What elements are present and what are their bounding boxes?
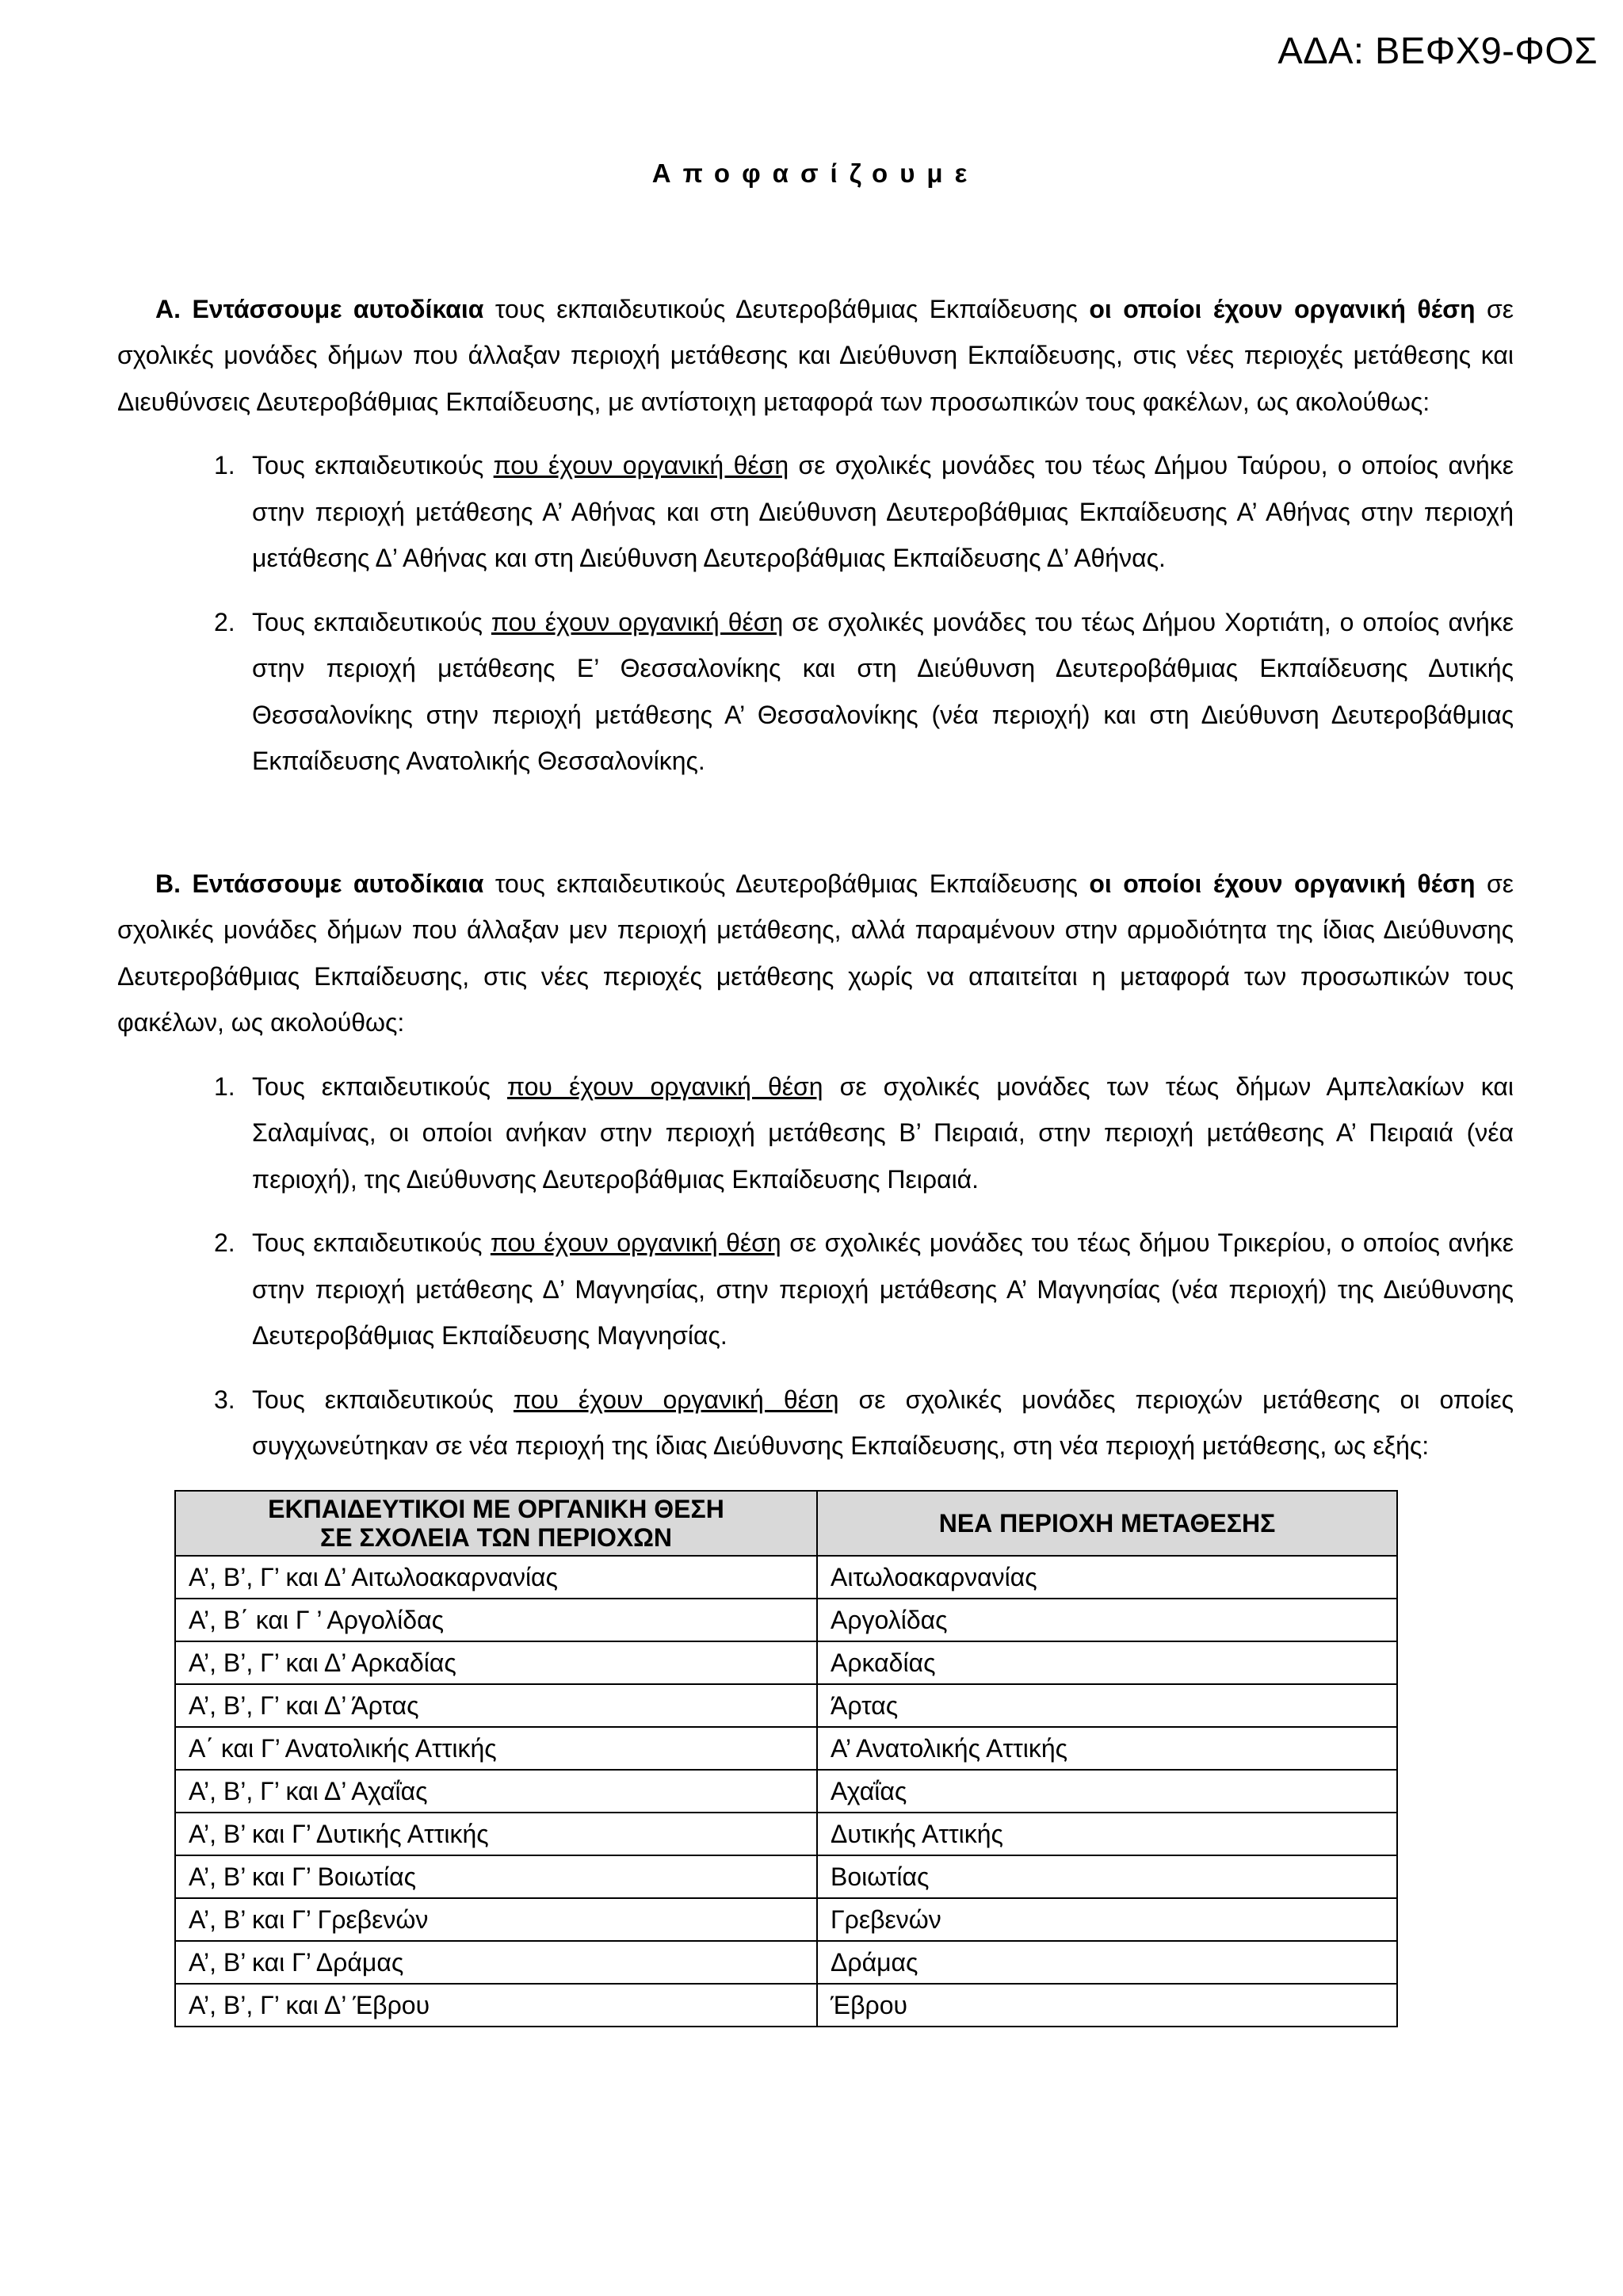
item-text-underline: που έχουν οργανική θέση: [513, 1385, 839, 1414]
item-text-underline: που έχουν οργανική θέση: [493, 451, 789, 479]
section-a-list: [117, 442, 1514, 785]
table-row: [175, 1770, 1397, 1813]
list-item: [214, 442, 1514, 582]
cell-to: Άρτας: [817, 1684, 1397, 1727]
item-text-underline: που έχουν οργανική θέση: [490, 1228, 781, 1257]
list-item: [214, 1064, 1514, 1203]
item-text-post: σε σχολικές μονάδες των τέως δήμων Αμπελακίων και Σαλαμίνας, οι οποίοι ανήκαν στην περιοχή μετάθεσης Β’ Πειραιά, στην περιοχή μετάθεσης Α’ Πειραιά (νέα περιοχή), της Διεύθυνσης Δευτεροβάθμιας Εκπαίδευσης Πειραιά.: [252, 1072, 1514, 1194]
section-b-text-1: τους εκπαιδευτικούς Δευτεροβάθμιας Εκπαίδευσης: [483, 869, 1090, 898]
item-number: 2.: [214, 607, 235, 636]
table-row: [175, 1855, 1397, 1898]
item-number: 1.: [214, 1072, 235, 1101]
decision-heading: Αποφασίζουμε: [651, 159, 980, 188]
document-body: [117, 151, 1514, 2027]
table-row: [175, 1941, 1397, 1984]
table-header-row: [175, 1491, 1397, 1556]
item-number: 2.: [214, 1228, 235, 1257]
section-a-paragraph: [117, 286, 1514, 426]
cell-to: Γρεβενών: [817, 1898, 1397, 1941]
table-row: [175, 1684, 1397, 1727]
table-body: [175, 1556, 1397, 2027]
table-row: [175, 1556, 1397, 1599]
table-row: [175, 1641, 1397, 1684]
item-text-post: σε σχολικές μονάδες του τέως δήμου Τρικερίου, ο οποίος ανήκε στην περιοχή μετάθεσης Δ’ Μαγνησίας, στην περιοχή μετάθεσης Α’ Μαγνησίας (νέα περιοχή) της Διεύθυνσης Δευτεροβάθμιας Εκπαίδευσης Μαγνησίας.: [252, 1228, 1514, 1350]
section-b-paragraph: [117, 861, 1514, 1046]
cell-from: Α’, Β’, Γ’ και Δ’ Αιτωλοακαρνανίας: [175, 1556, 817, 1599]
item-text-post: σε σχολικές μονάδες περιοχών μετάθεσης οι οποίες συγχωνεύτηκαν σε νέα περιοχή της ίδιας Διεύθυνσης Εκπαίδευσης, στη νέα περιοχή μετάθεσης, ως εξής:: [252, 1385, 1514, 1460]
item-number: 3.: [214, 1385, 235, 1414]
item-text-pre: Τους εκπαιδευτικούς: [252, 1385, 514, 1414]
list-item: [214, 599, 1514, 785]
item-text-pre: Τους εκπαιδευτικούς: [252, 1228, 491, 1257]
cell-from: Α’, Β’, Γ’ και Δ’ Άρτας: [175, 1684, 817, 1727]
regions-table: [174, 1490, 1398, 2027]
header-current-regions: [175, 1491, 817, 1556]
table-row: [175, 1813, 1397, 1855]
item-text-post: σε σχολικές μονάδες του τέως Δήμου Χορτιάτη, ο οποίος ανήκε στην περιοχή μετάθεσης Ε’ Θεσσαλονίκης και στη Διεύθυνση Δευτεροβάθμιας Εκπαίδευσης Δυτικής Θεσσαλονίκης στην περιοχή μετάθεσης Α’ Θεσσαλονίκης (νέα περιοχή) και στη Διεύθυνση Δευτεροβάθμιας Εκπαίδευσης Ανατολικής Θεσσαλονίκης.: [252, 607, 1514, 775]
section-b-lead: Β. Εντάσσουμε αυτοδίκαια: [155, 869, 484, 898]
cell-to: Δυτικής Αττικής: [817, 1813, 1397, 1855]
cell-to: Αχαΐας: [817, 1770, 1397, 1813]
item-text-pre: Τους εκπαιδευτικούς: [252, 451, 494, 479]
item-text-pre: Τους εκπαιδευτικούς: [252, 607, 491, 636]
cell-from: Α’, Β΄ και Γ ’ Αργολίδας: [175, 1599, 817, 1641]
section-b-bold-2: οι οποίοι έχουν οργανική θέση: [1089, 869, 1476, 898]
header-line-1: ΕΚΠΑΙΔΕΥΤΙΚΟΙ ΜΕ ΟΡΓΑΝΙΚΗ ΘΕΣΗ: [268, 1494, 724, 1523]
section-a-text-1: τους εκπαιδευτικούς Δευτεροβάθμιας Εκπαίδευσης: [483, 294, 1090, 323]
cell-to: Δράμας: [817, 1941, 1397, 1984]
header-new-region: ΝΕΑ ΠΕΡΙΟΧΗ ΜΕΤΑΘΕΣΗΣ: [817, 1491, 1397, 1556]
item-text-underline: που έχουν οργανική θέση: [507, 1072, 823, 1101]
section-a-lead: Α. Εντάσσουμε αυτοδίκαια: [155, 294, 484, 323]
section-b-list: [117, 1064, 1514, 1469]
cell-to: Α’ Ανατολικής Αττικής: [817, 1727, 1397, 1770]
section-a-text-2: σε σχολικές μονάδες δήμων που άλλαξαν περιοχή μετάθεσης και Διεύθυνση Εκπαίδευσης, στις νέες περιοχές μετάθεσης και Διευθύνσεις Δευτεροβάθμιας Εκπαίδευσης, με αντίστοιχη μεταφορά των προσωπικών τους φακέλων, ως ακολούθως:: [117, 294, 1514, 416]
section-a-bold-2: οι οποίοι έχουν οργανική θέση: [1089, 294, 1476, 323]
table-row: [175, 1599, 1397, 1641]
cell-to: Αιτωλοακαρνανίας: [817, 1556, 1397, 1599]
cell-to: Έβρου: [817, 1984, 1397, 2027]
cell-from: Α’, Β’, Γ’ και Δ’ Αχαΐας: [175, 1770, 817, 1813]
section-b-text-2: σε σχολικές μονάδες δήμων που άλλαξαν μεν περιοχή μετάθεσης, αλλά παραμένουν στην αρμοδιότητα της ίδιας Διεύθυνσης Δευτεροβάθμιας Εκπαίδευσης, στις νέες περιοχές μετάθεσης χωρίς να απαιτείται η μεταφορά των προσωπικών τους φακέλων, ως ακολούθως:: [117, 869, 1514, 1037]
ada-code: ΑΔΑ: ΒΕΦΧ9-ΦΟΣ: [1277, 29, 1598, 71]
cell-from: Α’, Β’ και Γ’ Δυτικής Αττικής: [175, 1813, 817, 1855]
cell-from: Α΄ και Γ’ Ανατολικής Αττικής: [175, 1727, 817, 1770]
cell-to: Αργολίδας: [817, 1599, 1397, 1641]
table-row: [175, 1898, 1397, 1941]
item-text-post: σε σχολικές μονάδες του τέως Δήμου Ταύρου, ο οποίος ανήκε στην περιοχή μετάθεσης Α’ Αθήνας και στη Διεύθυνση Δευτεροβάθμιας Εκπαίδευσης Α’ Αθήνας στην περιοχή μετάθεσης Δ’ Αθήνας και στη Διεύθυνση Δευτεροβάθμιας Εκπαίδευσης Δ’ Αθήνας.: [252, 451, 1514, 572]
cell-from: Α’, Β’ και Γ’ Βοιωτίας: [175, 1855, 817, 1898]
table-row: [175, 1727, 1397, 1770]
cell-from: Α’, Β’ και Γ’ Δράμας: [175, 1941, 817, 1984]
item-number: 1.: [214, 451, 235, 479]
list-item: [214, 1220, 1514, 1359]
cell-from: Α’, Β’, Γ’ και Δ’ Αρκαδίας: [175, 1641, 817, 1684]
item-text-pre: Τους εκπαιδευτικούς: [252, 1072, 507, 1101]
cell-to: Βοιωτίας: [817, 1855, 1397, 1898]
cell-from: Α’, Β’ και Γ’ Γρεβενών: [175, 1898, 817, 1941]
item-text-underline: που έχουν οργανική θέση: [491, 607, 784, 636]
list-item: [214, 1377, 1514, 1469]
header-line-2: ΣΕ ΣΧΟΛΕΙΑ ΤΩΝ ΠΕΡΙΟΧΩΝ: [320, 1522, 672, 1552]
cell-to: Αρκαδίας: [817, 1641, 1397, 1684]
table-row: [175, 1984, 1397, 2027]
cell-from: Α’, Β’, Γ’ και Δ’ Έβρου: [175, 1984, 817, 2027]
